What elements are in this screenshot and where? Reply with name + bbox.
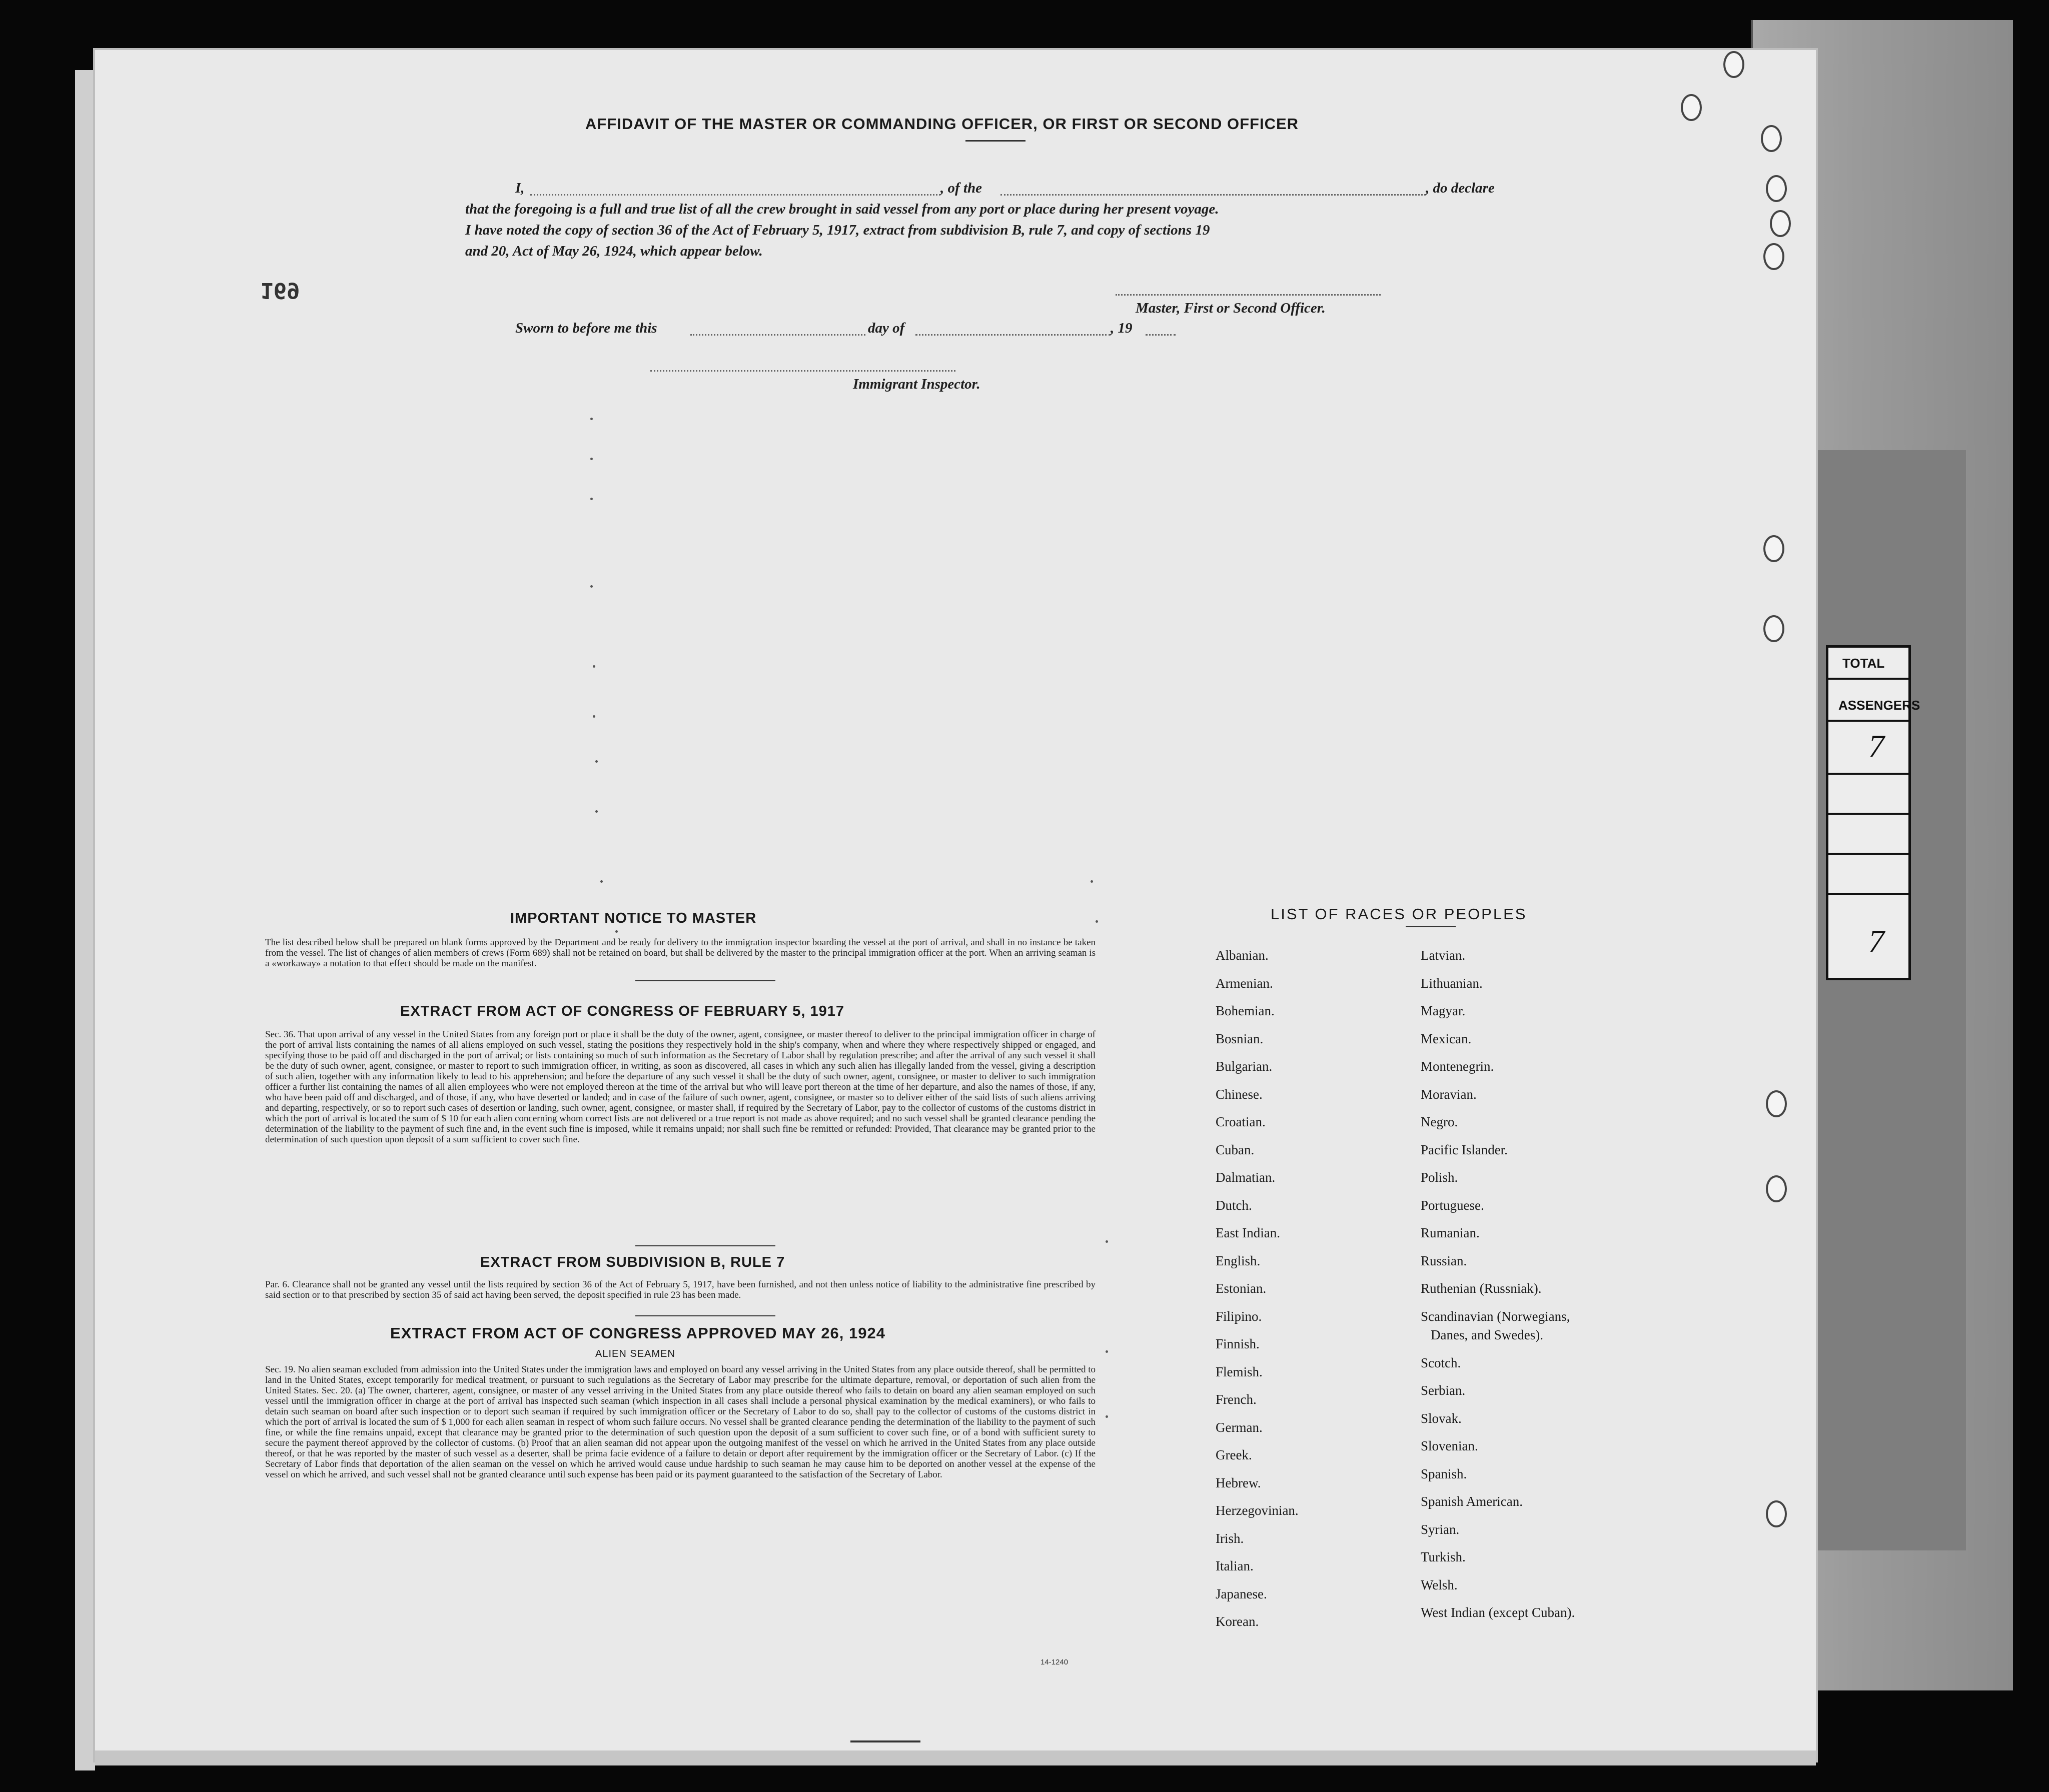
page-bottom-edge <box>95 1750 1816 1765</box>
race-item: Polish. <box>1421 1170 1458 1185</box>
year-field[interactable] <box>1146 334 1176 336</box>
race-item: German. <box>1216 1419 1263 1435</box>
race-item: Mexican. <box>1421 1031 1472 1046</box>
extract-1924-text: Sec. 19. No alien seaman excluded from admission into the United States under the immigration laws and employed on board any vessel arriving in the United States from any place outside thereof, shall be permitted to land in the United States, except temporarily for medical treatment, or pursuant to such regulations as the Secretary of Labor may prescribe for the ultimate departure, removal, or deportation of such alien from the United States. Sec. 20. (a) The owner, charterer, agent, consignee, or master of any vessel arriving in the United States from any place outside thereof who fails to detain on board any alien seaman employed on such vessel until the immigration officer in charge at the port of arrival has inspected such seaman (which inspection in all cases shall include a personal physical examination by the medical examiners), or who fails to detain such seaman on board after such inspection or to deport such seaman if required by such immigration officer or the Secretary of Labor to do so, shall pay to the collector of customs of the customs district in which the port of arrival is located the sum of $ 1,000 for each alien seaman in respect of whom such failure occurs. No vessel shall be granted clearance pending the determination of the liability to the payment of such fine, or while the fine remains unpaid, except that clearance may be granted prior to the determination of such question upon the deposit of a sum sufficient to cover such fine, or of a bond with sufficient surety to secure the payment thereof approved by the collector of customs. (b) Proof that an alien seaman did not appear upon the outgoing manifest of the vessel on which he arrived in the United States from any place outside thereof, or that he was reported by the master of such vessel as a deserter, shall be prima facie evidence of a failure to detain or deport after requirement by the immigration officer or the Secretary of Labor. (c) If the Secretary of Labor finds that deportation of the alien seaman on the vessel on which he arrived would cause undue hardship to such seaman he may cause him to be deported on another vessel at the expense of the vessel on which he arrived, and such vessel shall not be granted clearance until such expense has been paid or its payment guaranteed to the satisfaction of the Secretary of Labor. <box>265 1364 1096 1480</box>
race-item: Pacific Islander. <box>1421 1142 1508 1157</box>
extract-1917-title: EXTRACT FROM ACT OF CONGRESS OF FEBRUARY 5, 1917 <box>400 1003 845 1019</box>
manifest-page <box>95 50 1816 1760</box>
total-label: TOTAL <box>1842 656 1885 671</box>
race-item: Chinese. <box>1216 1086 1263 1102</box>
stamp-mark <box>850 1740 920 1772</box>
form-number: 14-1240 <box>1041 1658 1069 1666</box>
race-item: Japanese. <box>1216 1586 1267 1601</box>
extract-rule7-text: Par. 6. Clearance shall not be granted any vessel until the lists required by section 36 of the Act of February 5, 1917, have been furnished, and not then unless notice of liability to the administrative fine prescribed by said section or to that prescribed by section 35 of said act having been served, the deposit specified in rule 23 has been made. <box>265 1279 1096 1300</box>
races-title: LIST OF RACES OR PEOPLES <box>1271 905 1527 923</box>
race-item: French. <box>1216 1392 1257 1407</box>
race-item: Russian. <box>1421 1253 1467 1268</box>
punch-hole <box>1761 125 1782 152</box>
race-item: Bohemian. <box>1216 1003 1275 1018</box>
extract-1917-text: Sec. 36. That upon arrival of any vessel in the United States from any foreign port or place it shall be the duty of the owner, agent, consignee, or master thereof to deliver to the principal immigration officer in charge of the port of arrival lists containing the names of all aliens employed on such vessel, stating the positions they respectively hold in the ship's company, when and where they where respectively shipped or engaged, and specifying those to be paid off and discharged in the port of arrival; or lists containing so much of such information as the Secretary of Labor shall by regulation prescribe; and after the arrival of any such vessel it shall be the duty of such owner, agent, consignee, or master to report to such immigration officer, in writing, as soon as discovered, all cases in which any such alien has illegally landed from the vessel, giving a description of such alien, together with any information likely to lead to his apprehension; and before the departure of any such vessel it shall be the duty of such owner, agent, consignee, or master to deliver to such immigration officer a further list containing the names of all alien employees who were not employed thereon at the time of the arrival but who will leave port thereon at the time of her departure, and also the names of those, if any, who have been paid off and discharged, and of those, if any, who have deserted or landed; and in case of the failure of such owner, agent, consignee, or master so to deliver either of the said lists of such aliens arriving and departing, respectively, or so to report such cases of desertion or landing, such owner, agent, consignee, or master shall, if required by the Secretary of Labor, pay to the collector of customs of the customs district in which the port of arrival is located the sum of $ 10 for each alien concerning whom correct lists are not delivered or a true report is not made as above required; and no such vessel shall be granted clearance pending the determination of the liability to the payment of such fine and, in the event such fine is imposed, while it remains unpaid; nor shall such fine be remitted or refunded: Provided, That clearance may be granted prior to the determination of such question upon deposit of a sum sufficient to cover such fine. <box>265 1029 1096 1145</box>
race-item: Hebrew. <box>1216 1475 1261 1490</box>
race-item: Korean. <box>1216 1614 1259 1629</box>
race-item: Herzegovinian. <box>1216 1503 1299 1518</box>
total-passengers-value: 7 <box>1868 728 1884 764</box>
vessel-field[interactable] <box>1000 194 1426 196</box>
race-item: Rumanian. <box>1421 1225 1480 1240</box>
affidavit-line-2: that the foregoing is a full and true list of all the crew brought in said vessel from any port or place during her present voyage. <box>465 201 1219 217</box>
total-passengers-box <box>1826 645 1920 980</box>
race-item: Scotch. <box>1421 1355 1461 1370</box>
race-item: Negro. <box>1421 1114 1458 1129</box>
race-item: Slovak. <box>1421 1410 1462 1426</box>
year-label: , 19 <box>1111 320 1133 336</box>
race-item: West Indian (except Cuban). <box>1421 1605 1575 1620</box>
notice-title: IMPORTANT NOTICE TO MASTER <box>510 910 757 926</box>
race-item: Slovenian. <box>1421 1438 1478 1453</box>
race-item: Flemish. <box>1216 1364 1263 1379</box>
punch-hole <box>1763 535 1784 562</box>
affidavit-i: I, <box>515 180 525 196</box>
race-item: Spanish. <box>1421 1466 1467 1481</box>
punch-hole <box>1763 243 1784 270</box>
race-item: Danes, and Swedes). <box>1431 1327 1543 1342</box>
name-field[interactable] <box>530 194 940 196</box>
affidavit-line-4: and 20, Act of May 26, 1924, which appear below. <box>465 243 763 259</box>
race-item: Estonian. <box>1216 1281 1267 1296</box>
punch-hole <box>1766 175 1787 202</box>
race-item: Armenian. <box>1216 975 1273 991</box>
race-item: Cuban. <box>1216 1142 1255 1157</box>
affidavit-line-3: I have noted the copy of section 36 of the Act of February 5, 1917, extract from subdivision B, rule 7, and copy of sections 19 <box>465 222 1210 238</box>
punch-hole <box>1766 1500 1787 1527</box>
punch-hole <box>1766 1090 1787 1117</box>
race-item: Irish. <box>1216 1530 1244 1546</box>
page-edge <box>75 70 95 1770</box>
punch-hole <box>1723 51 1744 78</box>
race-item: Finnish. <box>1216 1336 1260 1351</box>
master-signature-field[interactable] <box>1116 294 1381 296</box>
race-item: Turkish. <box>1421 1549 1466 1564</box>
race-item: English. <box>1216 1253 1261 1268</box>
race-item: Serbian. <box>1421 1383 1466 1398</box>
race-item: Moravian. <box>1421 1086 1477 1102</box>
race-item: Scandinavian (Norwegians, <box>1421 1308 1570 1324</box>
race-item: Croatian. <box>1216 1114 1266 1129</box>
race-item: Lithuanian. <box>1421 975 1483 991</box>
race-item: Magyar. <box>1421 1003 1466 1018</box>
title-rule <box>965 140 1026 142</box>
affidavit-of-the: , of the <box>940 180 982 196</box>
race-item: Welsh. <box>1421 1577 1458 1592</box>
underlying-sheet-shadow <box>1801 450 1966 1550</box>
total-passengers-value-2: 7 <box>1868 923 1884 959</box>
race-item: Italian. <box>1216 1558 1254 1573</box>
race-item: Greek. <box>1216 1447 1252 1462</box>
race-item: Ruthenian (Russniak). <box>1421 1281 1542 1296</box>
extract-rule7-title: EXTRACT FROM SUBDIVISION B, RULE 7 <box>480 1254 785 1270</box>
race-item: Latvian. <box>1421 948 1466 963</box>
punch-hole <box>1766 1175 1787 1202</box>
inspector-label: Immigrant Inspector. <box>853 376 980 392</box>
race-item: Syrian. <box>1421 1521 1460 1537</box>
punch-hole <box>1763 615 1784 642</box>
punch-hole <box>1770 210 1791 237</box>
race-item: Filipino. <box>1216 1308 1262 1324</box>
race-item: Dutch. <box>1216 1197 1252 1213</box>
sworn-month-field[interactable] <box>915 334 1111 336</box>
affidavit-do-declare: , do declare <box>1426 180 1495 196</box>
master-signature-label: Master, First or Second Officer. <box>1136 300 1326 316</box>
affidavit-title: AFFIDAVIT OF THE MASTER OR COMMANDING OFFICER, OR FIRST OR SECOND OFFICER <box>585 115 1299 133</box>
race-item: Bulgarian. <box>1216 1059 1273 1074</box>
race-item: Albanian. <box>1216 948 1269 963</box>
passengers-label: ASSENGERS <box>1838 698 1920 713</box>
extract-1924-title: EXTRACT FROM ACT OF CONGRESS APPROVED MAY 26, 1924 <box>390 1324 885 1342</box>
page-number: 169 <box>260 278 300 303</box>
notice-text: The list described below shall be prepared on blank forms approved by the Department and be ready for delivery to the immigration inspector boarding the vessel at the port of arrival, and shall in no instance be taken from the vessel. The list of changes of alien members of crews (Form 689) shall not be retained on board, but shall be delivered by the master to the principal immigration officer at the port. When an arriving seaman is a «workaway» a notation to that effect should be made on the manifest. <box>265 937 1096 969</box>
punch-hole <box>1681 94 1702 121</box>
race-item: Montenegrin. <box>1421 1059 1494 1074</box>
race-item: East Indian. <box>1216 1225 1280 1240</box>
alien-seamen-subtitle: ALIEN SEAMEN <box>595 1348 675 1359</box>
race-item: Spanish American. <box>1421 1494 1523 1509</box>
race-item: Portuguese. <box>1421 1197 1484 1213</box>
race-item: Dalmatian. <box>1216 1170 1276 1185</box>
sworn-day-field[interactable] <box>690 334 865 336</box>
sworn-label: Sworn to before me this <box>515 320 657 336</box>
inspector-signature-field[interactable] <box>650 370 955 372</box>
race-item: Bosnian. <box>1216 1031 1264 1046</box>
day-of-label: day of <box>868 320 905 336</box>
